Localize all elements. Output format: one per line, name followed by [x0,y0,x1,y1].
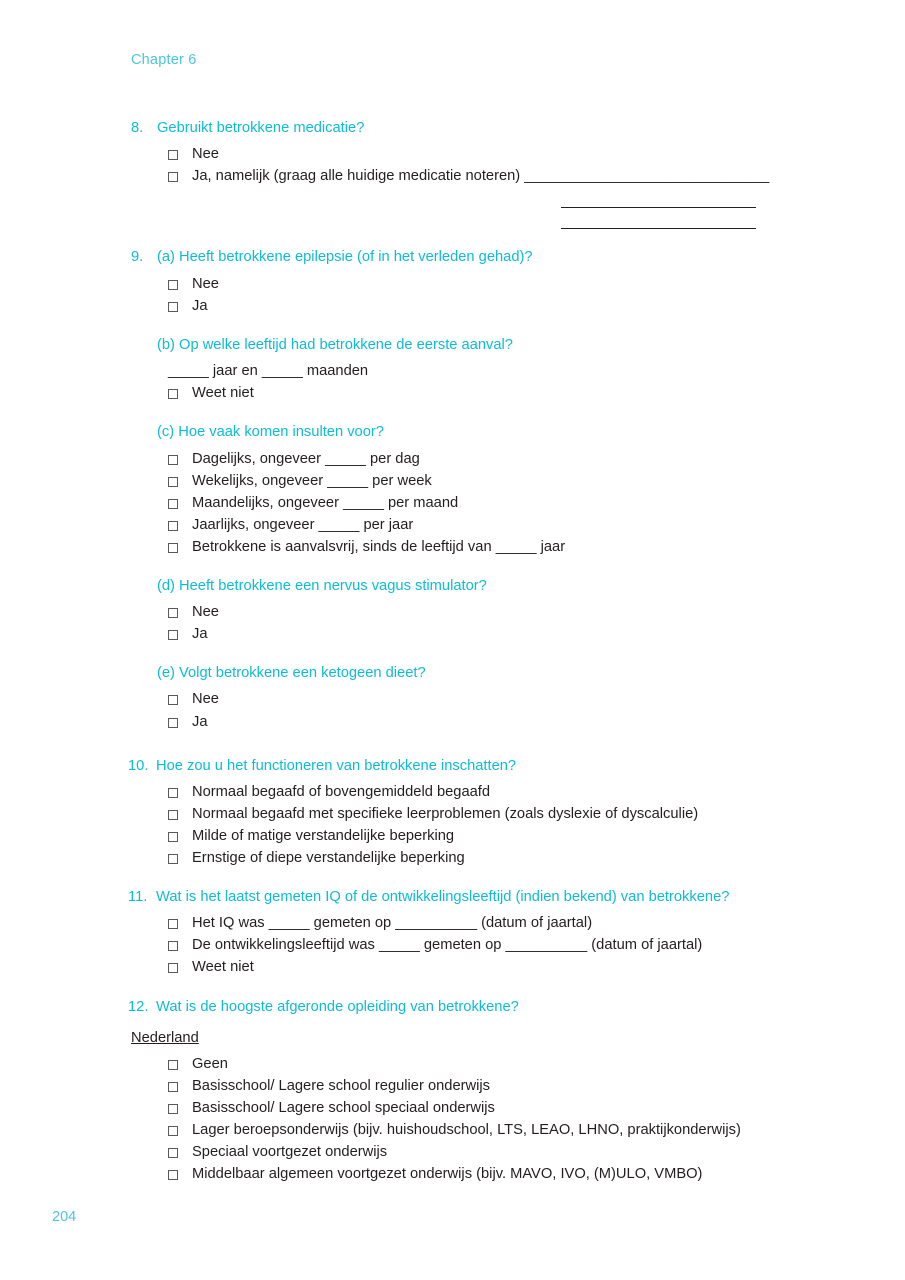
option-label: Speciaal voortgezet onderwijs [192,1144,388,1161]
checkbox-icon[interactable] [168,499,178,509]
question-10-options [131,781,791,869]
option-label: Lager beroepsonderwijs (bijv. huishoudschool, LTS, LEAO, LHNO, praktijkonderwijs) [192,1122,741,1139]
checkbox-icon[interactable] [168,1060,178,1070]
country-label-nederland: Nederland [131,1029,199,1046]
option-label: Normaal begaafd of bovengemiddeld begaafd [192,783,491,800]
write-in-lines [561,187,791,229]
option-row[interactable] [168,934,791,956]
option-row[interactable] [168,623,791,645]
option-row[interactable] [168,470,791,492]
question-12 [128,997,791,1186]
option-label: Geen [192,1055,228,1072]
option-row[interactable] [168,781,791,803]
chapter-header: Chapter 6 [131,52,197,68]
question-9c-options [131,448,791,558]
question-9b-title: (b) Op welke leeftijd had betrokkene de eerste aanval? [157,336,513,353]
option-row[interactable] [168,1097,791,1119]
checkbox-icon[interactable] [168,608,178,618]
checkbox-icon[interactable] [168,718,178,728]
write-in-line[interactable] [561,187,756,208]
question-9-number: 9. [131,249,144,266]
question-9d-options [131,601,791,645]
option-label: Nee [192,146,219,163]
checkbox-icon[interactable] [168,1170,178,1180]
question-9b-options [131,382,791,404]
option-row[interactable] [168,1053,791,1075]
question-8-options [131,143,791,187]
question-12-options [131,1053,791,1185]
checkbox-icon[interactable] [168,150,178,160]
option-label: Basisschool/ Lagere school speciaal onderwijs [192,1099,495,1116]
option-row[interactable] [168,1163,791,1185]
option-label: Ernstige of diepe verstandelijke beperking [192,850,465,867]
option-row[interactable] [168,536,791,558]
option-row[interactable] [168,295,791,317]
option-label: Middelbaar algemeen voortgezet onderwijs (bijv. MAVO, IVO, (M)ULO, VMBO) [192,1166,703,1183]
option-row[interactable] [168,803,791,825]
question-9e-title: (e) Volgt betrokkene een ketogeen dieet? [157,665,426,682]
question-11 [128,887,791,978]
question-9 [131,247,791,732]
checkbox-icon[interactable] [168,1148,178,1158]
option-row[interactable] [168,448,791,470]
option-row[interactable] [168,165,791,187]
question-10-title: Hoe zou u het functioneren van betrokkene inschatten? [156,757,517,774]
checkbox-icon[interactable] [168,1126,178,1136]
checkbox-icon[interactable] [168,389,178,399]
checkbox-icon[interactable] [168,172,178,182]
checkbox-icon[interactable] [168,521,178,531]
option-label: Normaal begaafd met specifieke leerproblemen (zoals dyslexie of dyscalculie) [192,805,699,822]
option-row[interactable] [168,1075,791,1097]
checkbox-icon[interactable] [168,1082,178,1092]
option-row[interactable] [168,514,791,536]
option-row[interactable] [168,382,791,404]
option-label: Betrokkene is aanvalsvrij, sinds de leeftijd van _____ jaar [192,538,566,555]
option-label: Dagelijks, ongeveer _____ per dag [192,450,420,467]
option-row[interactable] [168,847,791,869]
option-label: Weet niet [192,959,254,976]
option-label: Weet niet [192,385,254,402]
checkbox-icon[interactable] [168,963,178,973]
option-label: Basisschool/ Lagere school regulier onderwijs [192,1077,490,1094]
checkbox-icon[interactable] [168,280,178,290]
question-9e-options [131,688,791,732]
checkbox-icon[interactable] [168,854,178,864]
checkbox-icon[interactable] [168,695,178,705]
option-label: Ja [192,297,208,314]
option-row[interactable] [168,711,791,733]
option-label: Nee [192,275,219,292]
option-row[interactable] [168,825,791,847]
question-11-options [131,912,791,978]
questionnaire-content [128,118,791,1185]
question-9d-title: (d) Heeft betrokkene een nervus vagus stimulator? [157,577,487,594]
option-label: Het IQ was _____ gemeten op __________ (datum of jaartal) [192,915,593,932]
question-12-number: 12. [128,998,149,1015]
option-row[interactable] [168,1141,791,1163]
option-row[interactable] [168,1119,791,1141]
option-label: Maandelijks, ongeveer _____ per maand [192,494,459,511]
option-label: De ontwikkelingsleeftijd was _____ gemeten op __________ (datum of jaartal) [192,937,703,954]
option-row[interactable] [168,273,791,295]
question-9a-options [131,273,791,317]
question-10-number: 10. [128,757,149,774]
option-row[interactable] [168,688,791,710]
option-row[interactable] [168,143,791,165]
option-label: Wekelijks, ongeveer _____ per week [192,472,432,489]
checkbox-icon[interactable] [168,832,178,842]
write-in-line[interactable] [561,208,756,229]
option-row[interactable] [168,956,791,978]
question-9b-fill-line[interactable]: _____ jaar en _____ maanden [168,363,369,380]
question-11-title: Wat is het laatst gemeten IQ of de ontwikkelingsleeftijd (indien bekend) van betrokkene? [156,889,730,906]
checkbox-icon[interactable] [168,810,178,820]
checkbox-icon[interactable] [168,630,178,640]
checkbox-icon[interactable] [168,477,178,487]
question-8-number: 8. [131,120,144,136]
question-9c-title: (c) Hoe vaak komen insulten voor? [157,424,384,441]
option-row[interactable] [168,601,791,623]
question-9-title: (a) Heeft betrokkene epilepsie (of in het verleden gehad)? [157,249,533,266]
option-label: Ja, namelijk (graag alle huidige medicatie noteren) ______________________________ [192,168,770,185]
question-12-title: Wat is de hoogste afgeronde opleiding van betrokkene? [156,998,519,1015]
option-label: Jaarlijks, ongeveer _____ per jaar [192,516,414,533]
checkbox-icon[interactable] [168,302,178,312]
question-10 [128,756,791,870]
question-11-number: 11. [128,889,148,906]
option-row[interactable] [168,912,791,934]
option-label: Nee [192,691,219,708]
page-number: 204 [52,1209,77,1225]
checkbox-icon[interactable] [168,941,178,951]
option-label: Ja [192,713,208,730]
question-8 [131,118,791,229]
checkbox-icon[interactable] [168,788,178,798]
checkbox-icon[interactable] [168,1104,178,1114]
checkbox-icon[interactable] [168,543,178,553]
option-label: Milde of matige verstandelijke beperking [192,827,455,844]
checkbox-icon[interactable] [168,455,178,465]
option-row[interactable] [168,492,791,514]
checkbox-icon[interactable] [168,919,178,929]
option-label: Ja [192,626,208,643]
question-8-title: Gebruikt betrokkene medicatie? [157,120,365,136]
option-label: Nee [192,604,219,621]
